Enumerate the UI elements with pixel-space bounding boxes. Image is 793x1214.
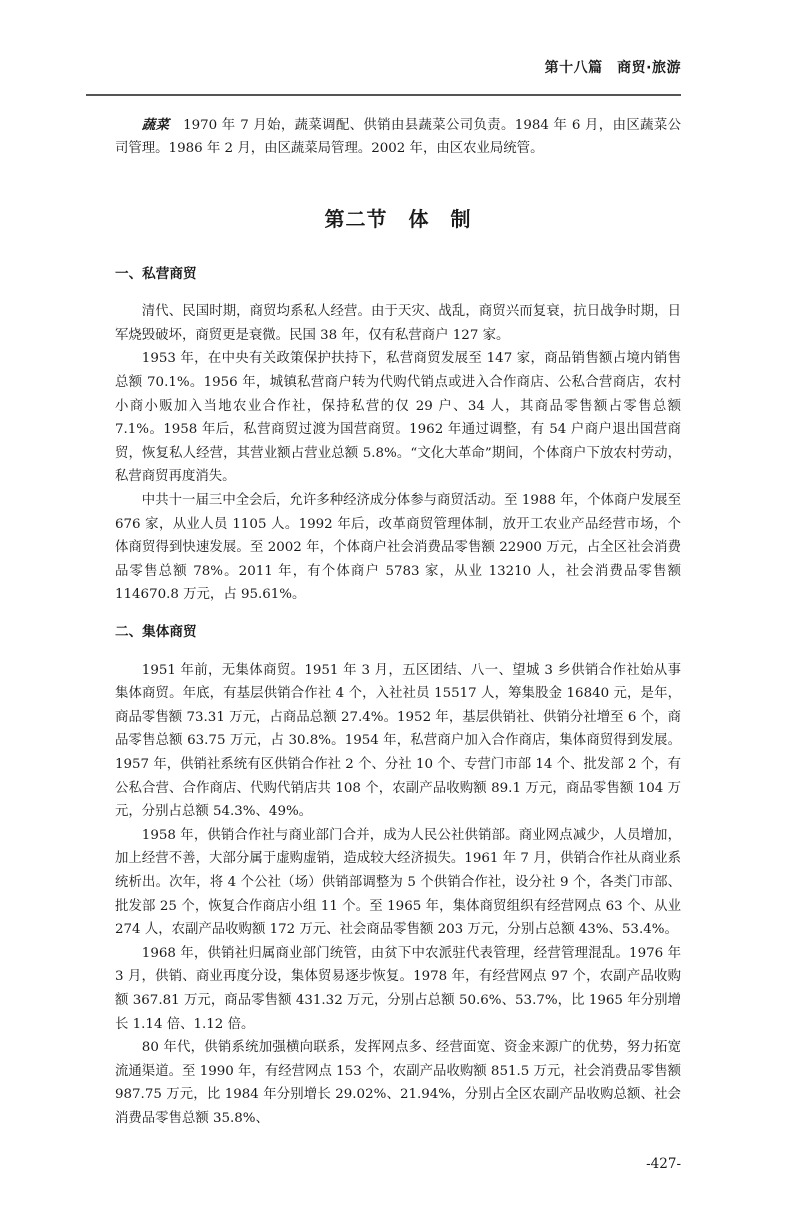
paragraph: 1953 年，在中央有关政策保护扶持下，私营商贸发展至 147 家，商品销售额占境内销售总额 70.1%。1956 年，城镇私营商户转为代购代销点或进入合作商店、公私合营商店，农村小商小贩加入当地农业合作社，保持私营的仅 29 户、34 人，其商品零售额占零售总额 7.1%。1958 年后，私营商贸过渡为国营商贸。1962 年通过调整，有 54 户商户退出国营商贸，恢复私人经营，其营业额占营业总额 5.8%。“文化大革命”期间，个体商户下放农村劳动，私营商贸再度消失。 [115,351,681,485]
paragraph: 1951 年前，无集体商贸。1951 年 3 月，五区团结、八一、望城 3 乡供销合作社始从事集体商贸。年底，有基层供销合作社 4 个，入社社员 15517 人，筹集股金 16840 元，是年，商品零售额 73.31 万元，占商品总额 27.4%。1952 年，基层供销社、供销分社增至 6 个，商品零售总额 63.75 万元，占 30.8%。1954 年，私营商户加入合作商店，集体商贸得到发展。1957 年，供销社系统有区供销合作社 2 个、分社 10 个、专营门市部 14 个、批发部 2 个，有公私合营、合作商店、代购代销店共 108 个，农副产品收购额 89.1 万元，商品零售额 104 万元，分别占总额 54.3%、49%。 [115,662,681,820]
intro-lead: 蔬菜 [141,116,170,133]
section-title: 第二节 体 制 [324,206,472,231]
intro-paragraph [115,114,681,161]
running-header: 第十八篇 商贸·旅游 [544,60,681,76]
header-rule [86,94,681,96]
intro-text: 1970 年 7 月始，蔬菜调配、供销由县蔬菜公司负责。1984 年 6 月，由区蔬菜公司管理。1986 年 2 月，由区蔬菜局管理。2002 年，由区农业局统管。 [115,117,682,157]
paragraph: 中共十一届三中全会后，允许多种经济成分体参与商贸活动。至 1988 年，个体商户发展至 676 家，从业人员 1105 人。1992 年后，改革商贸管理体制，放开工农业产品经营市场，个体商贸得到快速发展。至 2002 年，个体商户社会消费品零售额 22900 万元，占全区社会消费品零售总额 78%。2011 年，有个体商户 5783 家，从业 13210 人，社会消费品零售额 114670.8 万元，占 95.61%。 [115,493,681,603]
page-body [115,114,681,1131]
paragraph: 80 年代，供销系统加强横向联系，发挥网点多、经营面宽、资金来源广的优势，努力拓宽流通渠道。至 1990 年，有经营网点 153 个，农副产品收购额 851.5 万元，社会消费品零售额 987.75 万元，比 1984 年分别增长 29.02%、21.94%，分别占全区农副产品收购总额、社会消费品零售总额 35.8%、 [115,1040,681,1126]
paragraph: 1958 年，供销合作社与商业部门合并，成为人民公社供销部。商业网点减少，人员增加，加上经营不善，大部分属于虚购虚销，造成较大经济损失。1961 年 7 月，供销合作社从商业系统析出。次年，将 4 个公社（场）供销部调整为 5 个供销合作社，设分社 9 个，各类门市部、批发部 25 个，恢复合作商店小组 11 个。至 1965 年，集体商贸组织有经营网点 63 个、从业 274 人，农副产品收购额 172 万元、社会商品零售额 203 万元，分别占总额 43%、53.4%。 [115,827,681,938]
subsection-heading: 一、私营商贸 [115,265,197,282]
page-number: -427- [646,1156,681,1173]
paragraph: 清代、民国时期，商贸均系私人经营。由于天灾、战乱，商贸兴而复衰，抗日战争时期，日军烧毁破坏，商贸更是衰微。民国 38 年，仅有私营商户 127 家。 [115,304,681,343]
subsection-heading: 二、集体商贸 [115,624,197,640]
spacer [115,607,681,621]
paragraph: 1968 年，供销社归属商业部门统管，由贫下中农派驻代表管理，经营管理混乱。1976 年 3 月，供销、商业再度分设，集体贸易逐步恢复。1978 年，有经营网点 97 个，农副产品收购额 367.81 万元，商品零售额 431.32 万元，分别占总额 50.6%、53.7%，比 1965 年分别增长 1.14 倍、1.12 倍。 [115,945,681,1032]
